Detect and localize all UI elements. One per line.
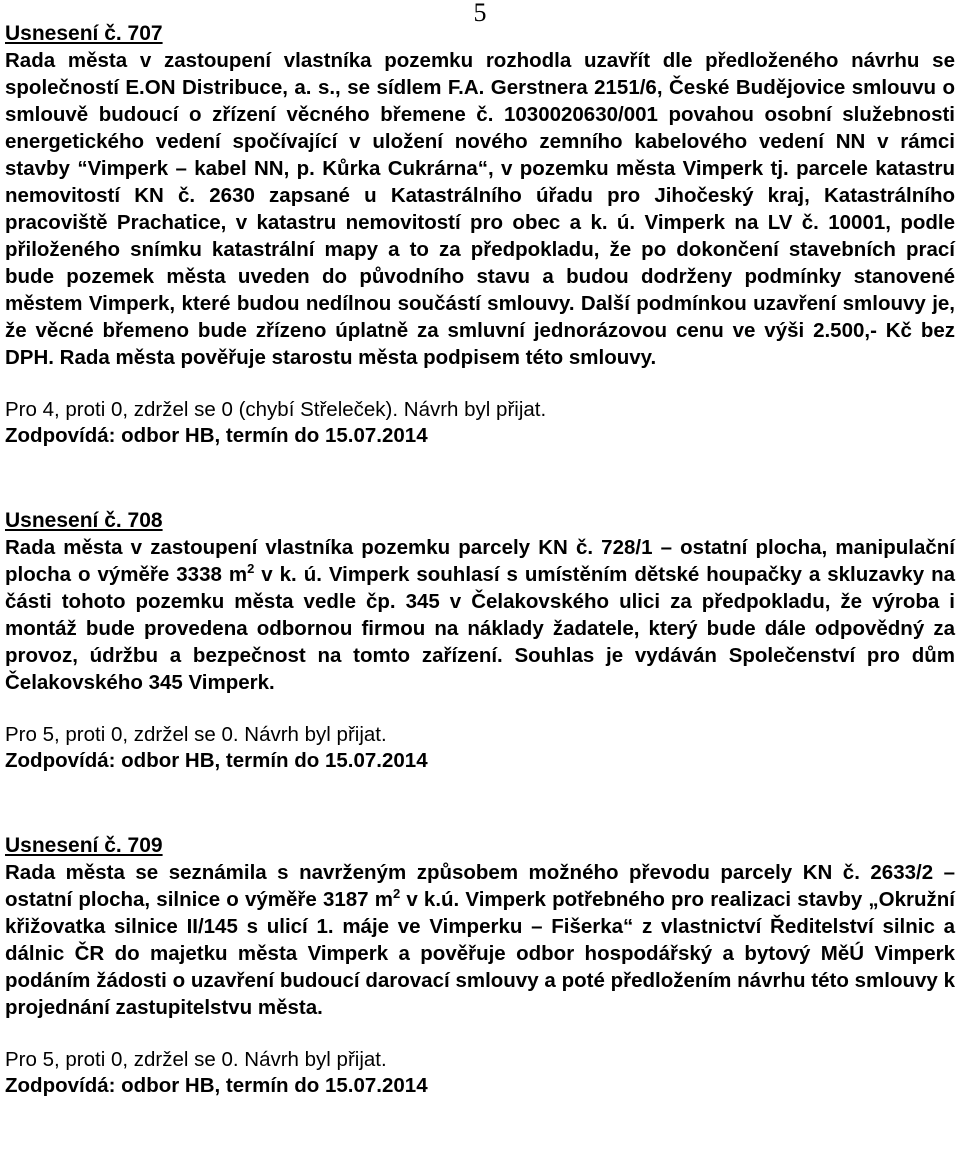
superscript: 2 [392,886,401,901]
resolution-text-part: v k. ú. Vimperk souhlasí s umístěním dětské houpačky a skluzavky na části tohoto pozemku města vedle čp. 345 v Čelakovského ulici za předpokladu, že výroba i montáž bude provedena odbornou firmou na náklady žadatele, který bude dále odpovědný za provoz, údržbu a bezpečnost na tomto zařízení. Souhlas je vydáván Společenství pro dům Čelakovského 345 Vimperk. [5,563,955,694]
resolution-text-part: v k.ú. Vimperk potřebného pro realizaci stavby „Okružní křižovatka silnice II/145 s ulicí 1. máje ve Vimperku – Fišerka“ z vlastnictví Ředitelství silnic a dálnic ČR do majetku města Vimperk a pověřuje odbor hospodářský a bytový MěÚ Vimperk podáním žádosti o uzavření budoucí darovací smlouvy a poté předložením návrhu této smlouvy k projednání zastupitelstvu města. [5,888,955,1019]
resolution-heading: Usnesení č. 708 [5,509,163,532]
resolution-707 [5,20,955,449]
responsibility-line: Zodpovídá: odbor HB, termín do 15.07.2014 [5,1074,428,1097]
resolution-708 [5,507,955,774]
superscript: 2 [247,561,255,576]
page-number: 5 [473,0,487,27]
responsibility-line: Zodpovídá: odbor HB, termín do 15.07.2014 [5,749,428,772]
resolution-text-part: Rada města se seznámila s navrženým způsobem možného převodu parcely KN č. 2633/2 – ostatní plocha, silnice o výměře 3187 m [5,861,955,911]
resolution-heading: Usnesení č. 707 [5,22,163,45]
resolution-709 [5,832,955,1099]
vote-result: Pro 4, proti 0, zdržel se 0 (chybí Střeleček). Návrh byl přijat. [5,398,547,421]
resolution-text-part: Rada města v zastoupení vlastníka pozemku parcely KN č. 728/1 – ostatní plocha, manipulační plocha o výměře 3338 m [5,536,955,586]
resolution-text [5,47,955,371]
responsibility-line: Zodpovídá: odbor HB, termín do 15.07.2014 [5,424,428,447]
section-spacer [5,449,955,507]
section-spacer [5,774,955,832]
resolution-text-part: Rada města v zastoupení vlastníka pozemku rozhodla uzavřít dle předloženého návrhu se společností E.ON Distribuce, a. s., se sídlem F.A. Gerstnera 2151/6, České Budějovice smlouvu o smlouvě budoucí o zřízení věcného břemene č. 1030020630/001 povahou osobní služebnosti energetického vedení spočívající v uložení nového zemního kabelového vedení NN v rámci stavby “Vimperk – kabel NN, p. Kůrka Cukrárna“, v pozemku města Vimperk tj. parcele katastru nemovitostí KN č. 2630 zapsané u Katastrálního úřadu pro Jihočeský kraj, Katastrálního pracoviště Prachatice, v katastru nemovitostí pro obec a k. ú. Vimperk na LV č. 10001, podle přiloženého snímku katastrální mapy a to za předpokladu, že po dokončení stavebních prací bude pozemek města uveden do původního stavu a budou dodrženy podmínky stanovené městem Vimperk, které budou nedílnou součástí smlouvy. Další podmínkou uzavření smlouvy je, že věcné břemeno bude zřízeno úplatně za smluvní jednorázovou cenu ve výši 2.500,- Kč bez DPH. Rada města pověřuje starostu města podpisem této smlouvy. [5,49,955,369]
resolution-text [5,534,955,696]
resolution-heading: Usnesení č. 709 [5,834,163,857]
resolution-text [5,859,955,1021]
vote-result: Pro 5, proti 0, zdržel se 0. Návrh byl přijat. [5,1048,387,1071]
vote-result: Pro 5, proti 0, zdržel se 0. Návrh byl přijat. [5,723,387,746]
document-body [5,20,955,1099]
